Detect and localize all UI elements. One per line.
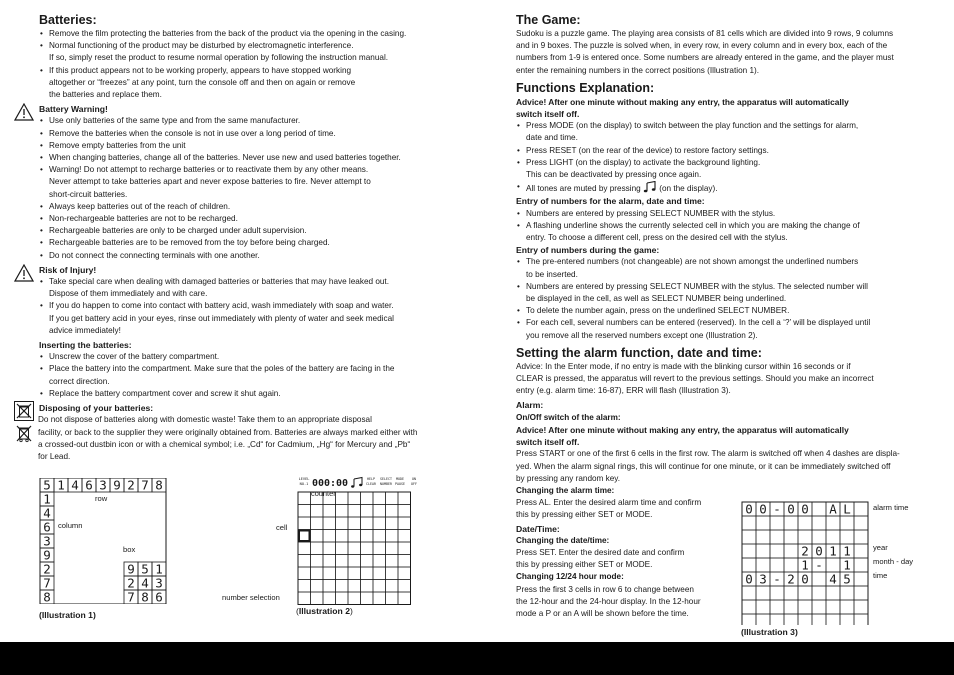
grid-cell xyxy=(854,530,868,544)
grid-cell xyxy=(336,580,349,593)
risk-of-injury-section xyxy=(39,264,459,337)
box-digit: 4 xyxy=(141,575,149,591)
changing-date-title: Changing the date/time: xyxy=(516,535,610,545)
grid-cell xyxy=(812,516,826,530)
grid-cell xyxy=(323,530,336,543)
battery-warning-title: Battery Warning! xyxy=(39,104,108,115)
grid-cell xyxy=(398,592,411,605)
grid-cell xyxy=(812,502,826,516)
grid-cell xyxy=(361,555,374,568)
grid-cell xyxy=(840,600,854,614)
grid-cell xyxy=(826,614,840,625)
grid-cell xyxy=(854,502,868,516)
time-label: time xyxy=(873,571,888,580)
grid-cell xyxy=(784,600,798,614)
grid-cell xyxy=(373,555,386,568)
grid-cell xyxy=(756,586,770,600)
game-entry-title: Entry of numbers during the game: xyxy=(516,245,660,256)
grid-cell xyxy=(798,600,812,614)
alarm-entry-title: Entry of numbers for the alarm, date and time: xyxy=(516,196,705,207)
display-digit: - xyxy=(773,501,781,517)
grid-cell xyxy=(742,558,756,572)
grid-cell xyxy=(756,544,770,558)
row-digit: 8 xyxy=(155,478,163,493)
grid-cell xyxy=(311,542,324,555)
music-note-icon xyxy=(351,478,362,488)
grid-cell xyxy=(854,572,868,586)
grid-cell xyxy=(784,586,798,600)
grid-cell xyxy=(361,580,374,593)
advice-1: Advice! After one minute without making any entry, the apparatus will automatically switch itself off. xyxy=(516,96,849,120)
grid-cell xyxy=(770,516,784,530)
list-item: • When changing batteries, change all of the batteries. Never use new and used batteries together. xyxy=(39,152,459,164)
grid-cell xyxy=(361,517,374,530)
grid-cell xyxy=(398,580,411,593)
grid-cell xyxy=(373,567,386,580)
list-item: • Unscrew the cover of the battery compartment. xyxy=(39,351,459,363)
grid-cell xyxy=(298,505,311,518)
grid-cell xyxy=(770,544,784,558)
tones-item: • All tones are muted by pressing (on the display). xyxy=(516,181,928,195)
grid-cell xyxy=(812,572,826,586)
level-indicator: NO.1 xyxy=(299,482,309,486)
counter-label: counter xyxy=(311,489,336,498)
box-digit: 3 xyxy=(155,575,163,591)
grid-cell xyxy=(784,530,798,544)
grid-cell xyxy=(386,580,399,593)
header-control: HELP xyxy=(367,477,375,481)
display-digit: A xyxy=(829,501,837,517)
batteries-list xyxy=(39,28,459,101)
game-text: Sudoku is a puzzle game. The playing area consists of 81 cells which are divided into 9 rows, 9 columns and in 9 boxes. The puzzle is solved when, in every row, in every column and in every box, each of the numbers from 1-9 is entered once. Some numbers are already entered in the game, and the player must enter the remaining numbers in the correct positions (Illustration 1). xyxy=(516,29,894,75)
row-digit: 4 xyxy=(71,478,79,493)
list-item: • Numbers are entered by pressing SELECT NUMBER with the stylus. The selected number will be displayed in the cell, as well as SELECT NUMBER being underlined. xyxy=(516,281,928,305)
grid-cell xyxy=(854,558,868,572)
grid-cell xyxy=(348,592,361,605)
grid-cell xyxy=(784,544,798,558)
header-control: OFF xyxy=(411,482,417,486)
grid-cell xyxy=(373,492,386,505)
grid-cell xyxy=(336,505,349,518)
grid-cell xyxy=(348,580,361,593)
grid-cell xyxy=(373,542,386,555)
display-digit: 0 xyxy=(801,501,809,517)
advice-2: Advice! After one minute without making any entry, the apparatus will automatically switch itself off. xyxy=(516,424,849,448)
list-item: • Normal functioning of the product may be disturbed by electromagnetic interference. If so, simply reset the product to resume normal operation by following the instruction manual. xyxy=(39,40,459,64)
grid-cell xyxy=(336,492,349,505)
grid-cell xyxy=(742,544,756,558)
grid-cell xyxy=(348,555,361,568)
grid-cell xyxy=(323,542,336,555)
grid-cell xyxy=(742,600,756,614)
level-indicator: LEVEL xyxy=(298,477,310,481)
grid-cell xyxy=(770,614,784,625)
row-digit: 2 xyxy=(127,478,135,493)
grid-cell xyxy=(386,517,399,530)
list-item: • Take special care when dealing with damaged batteries or batteries that may have leaked out. Dispose of them immediately and with care. xyxy=(39,276,459,300)
grid-cell xyxy=(840,586,854,600)
batteries-title: Batteries: xyxy=(39,13,97,27)
onoff-title: On/Off switch of the alarm: xyxy=(516,412,621,422)
display-digit: 2 xyxy=(801,543,809,559)
setting-title: Setting the alarm function, date and time: xyxy=(516,345,762,360)
grid-cell xyxy=(840,530,854,544)
disposing-text: Do not dispose of batteries along with domestic waste! Take them to an appropriate disposal facility, or back to the supplier they were originally obtained from. Batteries are always marked either with a crossed-out dustbin icon or with a chemical symbol; i.e. „Cd“ for Cadmium, „Hg“ for Mercury and „Pb“ for Lead. xyxy=(38,415,418,461)
grid-cell xyxy=(854,600,868,614)
grid-cell xyxy=(742,530,756,544)
list-item: • Remove the film protecting the batteries from the back of the product via the opening in the casing. xyxy=(39,28,459,40)
grid-cell xyxy=(298,492,311,505)
grid-cell xyxy=(323,580,336,593)
display-digit: 0 xyxy=(815,543,823,559)
grid-cell xyxy=(812,530,826,544)
grid-cell xyxy=(361,592,374,605)
grid-cell xyxy=(756,516,770,530)
risk-of-injury-list xyxy=(39,276,459,337)
grid-cell xyxy=(386,505,399,518)
grid-cell xyxy=(323,555,336,568)
grid-cell xyxy=(756,558,770,572)
list-item: • Remove empty batteries from the unit xyxy=(39,140,459,152)
grid-cell xyxy=(361,492,374,505)
changing-1224-text: Press the first 3 cells in row 6 to change between the 12-hour and the 24-hour display. In the 12-hour mode a P or an A will be shown before the time. xyxy=(516,584,701,618)
alarm-entry-list xyxy=(516,208,928,245)
grid-cell xyxy=(398,530,411,543)
grid-cell xyxy=(398,492,411,505)
list-item: • Always keep batteries out of the reach of children. xyxy=(39,201,459,213)
header-control: SELECT xyxy=(380,477,392,481)
grid-cell xyxy=(323,567,336,580)
row-digit: 1 xyxy=(57,478,65,493)
disposing-section xyxy=(39,402,459,463)
list-item: • Numbers are entered by pressing SELECT NUMBER with the stylus. xyxy=(516,208,928,220)
grid-cell xyxy=(398,555,411,568)
column-digit: 2 xyxy=(43,561,51,577)
display-digit: 1 xyxy=(843,557,851,573)
risk-of-injury-title: Risk of Injury! xyxy=(39,264,97,275)
column-digit: 1 xyxy=(43,491,51,507)
onoff-text: Press START or one of the first 6 cells in the first row. The alarm is switched off when 4 dashes are displa- yed. When the alarm signal rings, this will continue for one minute, or it can be immediately switched off by pressing any random key. xyxy=(516,449,900,483)
tones-list xyxy=(516,181,928,195)
grid-cell xyxy=(812,614,826,625)
illustration-2-caption: (Illustration 2) xyxy=(296,606,353,616)
grid-cell xyxy=(311,555,324,568)
box-digit: 8 xyxy=(141,589,149,604)
grid-cell xyxy=(798,586,812,600)
grid-cell xyxy=(826,530,840,544)
music-note-icon xyxy=(643,181,657,193)
grid-cell xyxy=(386,567,399,580)
grid-cell xyxy=(386,555,399,568)
display-digit: 4 xyxy=(829,571,837,587)
row-digit: 3 xyxy=(99,478,107,493)
inserting-batteries-list xyxy=(39,351,459,400)
row-digit: 7 xyxy=(141,478,149,493)
grid-cell xyxy=(373,592,386,605)
cell-label: cell xyxy=(276,523,288,532)
battery-warning-section xyxy=(39,103,459,262)
grid-cell xyxy=(311,530,324,543)
list-item: • To delete the number again, press on the underlined SELECT NUMBER. xyxy=(516,305,928,317)
list-item: • Replace the battery compartment cover and screw it shut again. xyxy=(39,388,459,400)
illustration-3-caption: (Illustration 3) xyxy=(741,627,798,637)
list-item: • Rechargeable batteries are to be removed from the toy before being charged. xyxy=(39,237,459,249)
crossed-out-bin-icon xyxy=(14,401,34,421)
grid-cell xyxy=(854,614,868,625)
list-item: • Place the battery into the compartment. Make sure that the poles of the battery are facing in the correct direction. xyxy=(39,363,459,387)
column-digit: 8 xyxy=(43,589,51,604)
column-digit: 9 xyxy=(43,547,51,563)
grid-cell xyxy=(398,505,411,518)
row-digit: 6 xyxy=(85,478,93,493)
grid-cell xyxy=(348,492,361,505)
list-item: • Press RESET (on the rear of the device) to restore factory settings. xyxy=(516,145,928,157)
changing-alarm-text: Press AL. Enter the desired alarm time and confirm this by pressing either SET or MODE. xyxy=(516,498,702,520)
grid-cell xyxy=(812,586,826,600)
grid-cell xyxy=(348,542,361,555)
display-digit: 0 xyxy=(745,571,753,587)
grid-cell xyxy=(373,580,386,593)
grid-cell xyxy=(798,530,812,544)
row-digit: 9 xyxy=(113,478,121,493)
disposing-title: Disposing of your batteries: xyxy=(39,403,154,414)
month-day-label: month - day xyxy=(873,557,914,566)
grid-cell xyxy=(298,567,311,580)
grid-cell xyxy=(361,542,374,555)
grid-cell xyxy=(298,542,311,555)
grid-cell xyxy=(298,592,311,605)
grid-cell xyxy=(854,586,868,600)
grid-cell xyxy=(386,492,399,505)
list-item: • For each cell, several numbers can be entered (reserved). In the cell a ‘?’ will be displayed until you remove all the reserved numbers except one (Illustration 2). xyxy=(516,317,928,341)
display-digit: 0 xyxy=(745,501,753,517)
functions-title: Functions Explanation: xyxy=(516,80,655,95)
header-control: MODE xyxy=(396,477,404,481)
display-digit: L xyxy=(843,501,851,517)
grid-cell xyxy=(336,592,349,605)
grid-cell xyxy=(311,567,324,580)
grid-cell xyxy=(373,505,386,518)
box-digit: 6 xyxy=(155,589,163,604)
row-label: row xyxy=(95,494,108,503)
column-digit: 4 xyxy=(43,505,51,521)
list-item: • Warning! Do not attempt to recharge batteries or to reactivate them by any other means. Never attempt to take batteries apart and never expose batteries to fire. Never attempt to short-circuit batteries. xyxy=(39,164,459,201)
display-digit: 1 xyxy=(843,543,851,559)
alarm-title: Alarm: xyxy=(516,400,544,411)
grid-cell xyxy=(336,517,349,530)
grid-cell xyxy=(784,516,798,530)
grid-cell xyxy=(348,505,361,518)
display-digit: 0 xyxy=(801,571,809,587)
illustration-1-caption: (Illustration 1) xyxy=(39,610,96,620)
grid-cell xyxy=(323,505,336,518)
changing-1224-title: Changing 12/24 hour mode: xyxy=(516,572,624,582)
grid-cell xyxy=(784,614,798,625)
list-item: • Press MODE (on the display) to switch between the play function and the settings for alarm, date and time. xyxy=(516,120,928,144)
grid-cell xyxy=(742,586,756,600)
list-item: • The pre-entered numbers (not changeable) are not shown amongst the underlined numbers to be inserted. xyxy=(516,256,928,280)
display-digit: 0 xyxy=(759,501,767,517)
grid-cell xyxy=(311,592,324,605)
illustration-3-grid xyxy=(741,501,869,625)
grid-cell xyxy=(336,555,349,568)
grid-cell xyxy=(311,580,324,593)
grid-cell xyxy=(812,600,826,614)
list-item: • Press LIGHT (on the display) to activate the background lighting. This can be deactivated by pressing once again. xyxy=(516,157,928,181)
changing-date-text: Press SET. Enter the desired date and confirm this by pressing either SET or MODE. xyxy=(516,547,685,570)
grid-cell xyxy=(742,614,756,625)
list-item: • Non-rechargeable batteries are not to be recharged. xyxy=(39,213,459,225)
grid-cell xyxy=(742,516,756,530)
functions-list xyxy=(516,120,928,181)
display-digit: - xyxy=(773,571,781,587)
list-item: • Use only batteries of the same type and from the same manufacturer. xyxy=(39,115,459,127)
grid-cell xyxy=(798,516,812,530)
grid-cell xyxy=(386,592,399,605)
grid-cell xyxy=(386,542,399,555)
grid-cell xyxy=(798,614,812,625)
grid-cell xyxy=(298,580,311,593)
column-label: column xyxy=(58,521,83,530)
display-digit: 5 xyxy=(843,571,851,587)
grid-cell xyxy=(398,567,411,580)
warning-triangle-icon xyxy=(14,103,34,121)
list-item: • Remove the batteries when the console is not in use over a long period of time. xyxy=(39,128,459,140)
grid-cell xyxy=(854,516,868,530)
grid-cell xyxy=(840,614,854,625)
box-label: box xyxy=(123,545,136,554)
grid-cell xyxy=(373,530,386,543)
column-digit: 7 xyxy=(43,575,51,591)
datetime-title: Date/Time: xyxy=(516,523,560,534)
box-digit: 9 xyxy=(127,561,135,577)
grid-cell xyxy=(770,586,784,600)
list-item: • Rechargeable batteries are only to be charged under adult supervision. xyxy=(39,225,459,237)
grid-cell xyxy=(770,600,784,614)
display-digit: 3 xyxy=(759,571,767,587)
header-control: NUMBER xyxy=(380,482,392,486)
grid-cell xyxy=(826,516,840,530)
grid-cell xyxy=(756,530,770,544)
left-column xyxy=(39,12,459,463)
grid-cell xyxy=(854,544,868,558)
grid-cell xyxy=(323,592,336,605)
display-digit: 2 xyxy=(787,571,795,587)
column-digit: 3 xyxy=(43,533,51,549)
footer-bar xyxy=(0,642,954,675)
number-selection-label: number selection xyxy=(222,593,280,602)
grid-cell xyxy=(336,530,349,543)
grid-cell xyxy=(386,530,399,543)
grid-cell xyxy=(298,517,311,530)
box-digit: 1 xyxy=(155,561,163,577)
grid-cell xyxy=(311,517,324,530)
warning-triangle-icon xyxy=(14,264,34,282)
box-digit: 5 xyxy=(141,561,149,577)
list-item: • If this product appears not to be working properly, appears to have stopped working altogether or “freezes” at any point, turn the console off and then on again or remove the batteries and replace them. xyxy=(39,65,459,102)
crossed-out-bin-icon xyxy=(14,423,34,443)
list-item: • A flashing underline shows the currently selected cell in which you are making the change of entry. To choose a different cell, press on the desired cell with the stylus. xyxy=(516,220,928,244)
box-digit: 7 xyxy=(127,589,135,604)
grid-cell xyxy=(348,530,361,543)
grid-cell xyxy=(323,517,336,530)
header-control: PAUSE xyxy=(395,482,405,486)
timer-display: 000:00 xyxy=(311,478,349,489)
grid-cell xyxy=(840,516,854,530)
grid-cell xyxy=(336,567,349,580)
grid-cell xyxy=(398,517,411,530)
grid-cell xyxy=(756,600,770,614)
grid-cell xyxy=(398,542,411,555)
column-digit: 6 xyxy=(43,519,51,535)
year-label: year xyxy=(873,543,888,552)
display-digit: - xyxy=(815,557,823,573)
grid-cell xyxy=(756,614,770,625)
box-digit: 2 xyxy=(127,575,135,591)
list-item: • Do not connect the connecting terminals with one another. xyxy=(39,250,459,262)
game-entry-list xyxy=(516,256,928,341)
grid-cell xyxy=(826,586,840,600)
grid-cell xyxy=(348,517,361,530)
header-control: CLEAR xyxy=(366,482,376,486)
grid-cell xyxy=(826,558,840,572)
game-title: The Game: xyxy=(516,13,581,27)
alarm-time-label: alarm time xyxy=(873,503,909,512)
display-digit: 0 xyxy=(787,501,795,517)
grid-cell xyxy=(373,517,386,530)
display-digit: 1 xyxy=(829,543,837,559)
grid-cell xyxy=(336,542,349,555)
grid-cell xyxy=(361,530,374,543)
grid-cell xyxy=(298,555,311,568)
row-digit: 5 xyxy=(43,478,51,493)
selected-cell xyxy=(299,531,310,542)
grid-cell xyxy=(770,558,784,572)
inserting-batteries-title: Inserting the batteries: xyxy=(39,340,132,351)
grid-cell xyxy=(361,505,374,518)
changing-alarm-title: Changing the alarm time: xyxy=(516,485,615,495)
grid-cell xyxy=(348,567,361,580)
setting-text: Advice: In the Enter mode, if no entry is made with the blinking cursor within 16 seconds or if CLEAR is pressed, the apparatus will revert to the previous settings. Should you make an incorrect entry (e.g. alarm time: 16-87), ERR will flash (Illustration 3). xyxy=(516,361,874,396)
grid-cell xyxy=(770,530,784,544)
battery-warning-list xyxy=(39,115,459,261)
grid-cell xyxy=(784,558,798,572)
grid-outline xyxy=(298,492,411,605)
display-digit: 1 xyxy=(801,557,809,573)
header-control: ON xyxy=(412,477,416,481)
list-item: • If you do happen to come into contact with battery acid, wash immediately with soap and water. If you get battery acid in your eyes, rinse out immediately with plenty of water and seek medical advice immediately! xyxy=(39,300,459,337)
grid-cell xyxy=(826,600,840,614)
grid-cell xyxy=(361,567,374,580)
grid-cell xyxy=(311,505,324,518)
